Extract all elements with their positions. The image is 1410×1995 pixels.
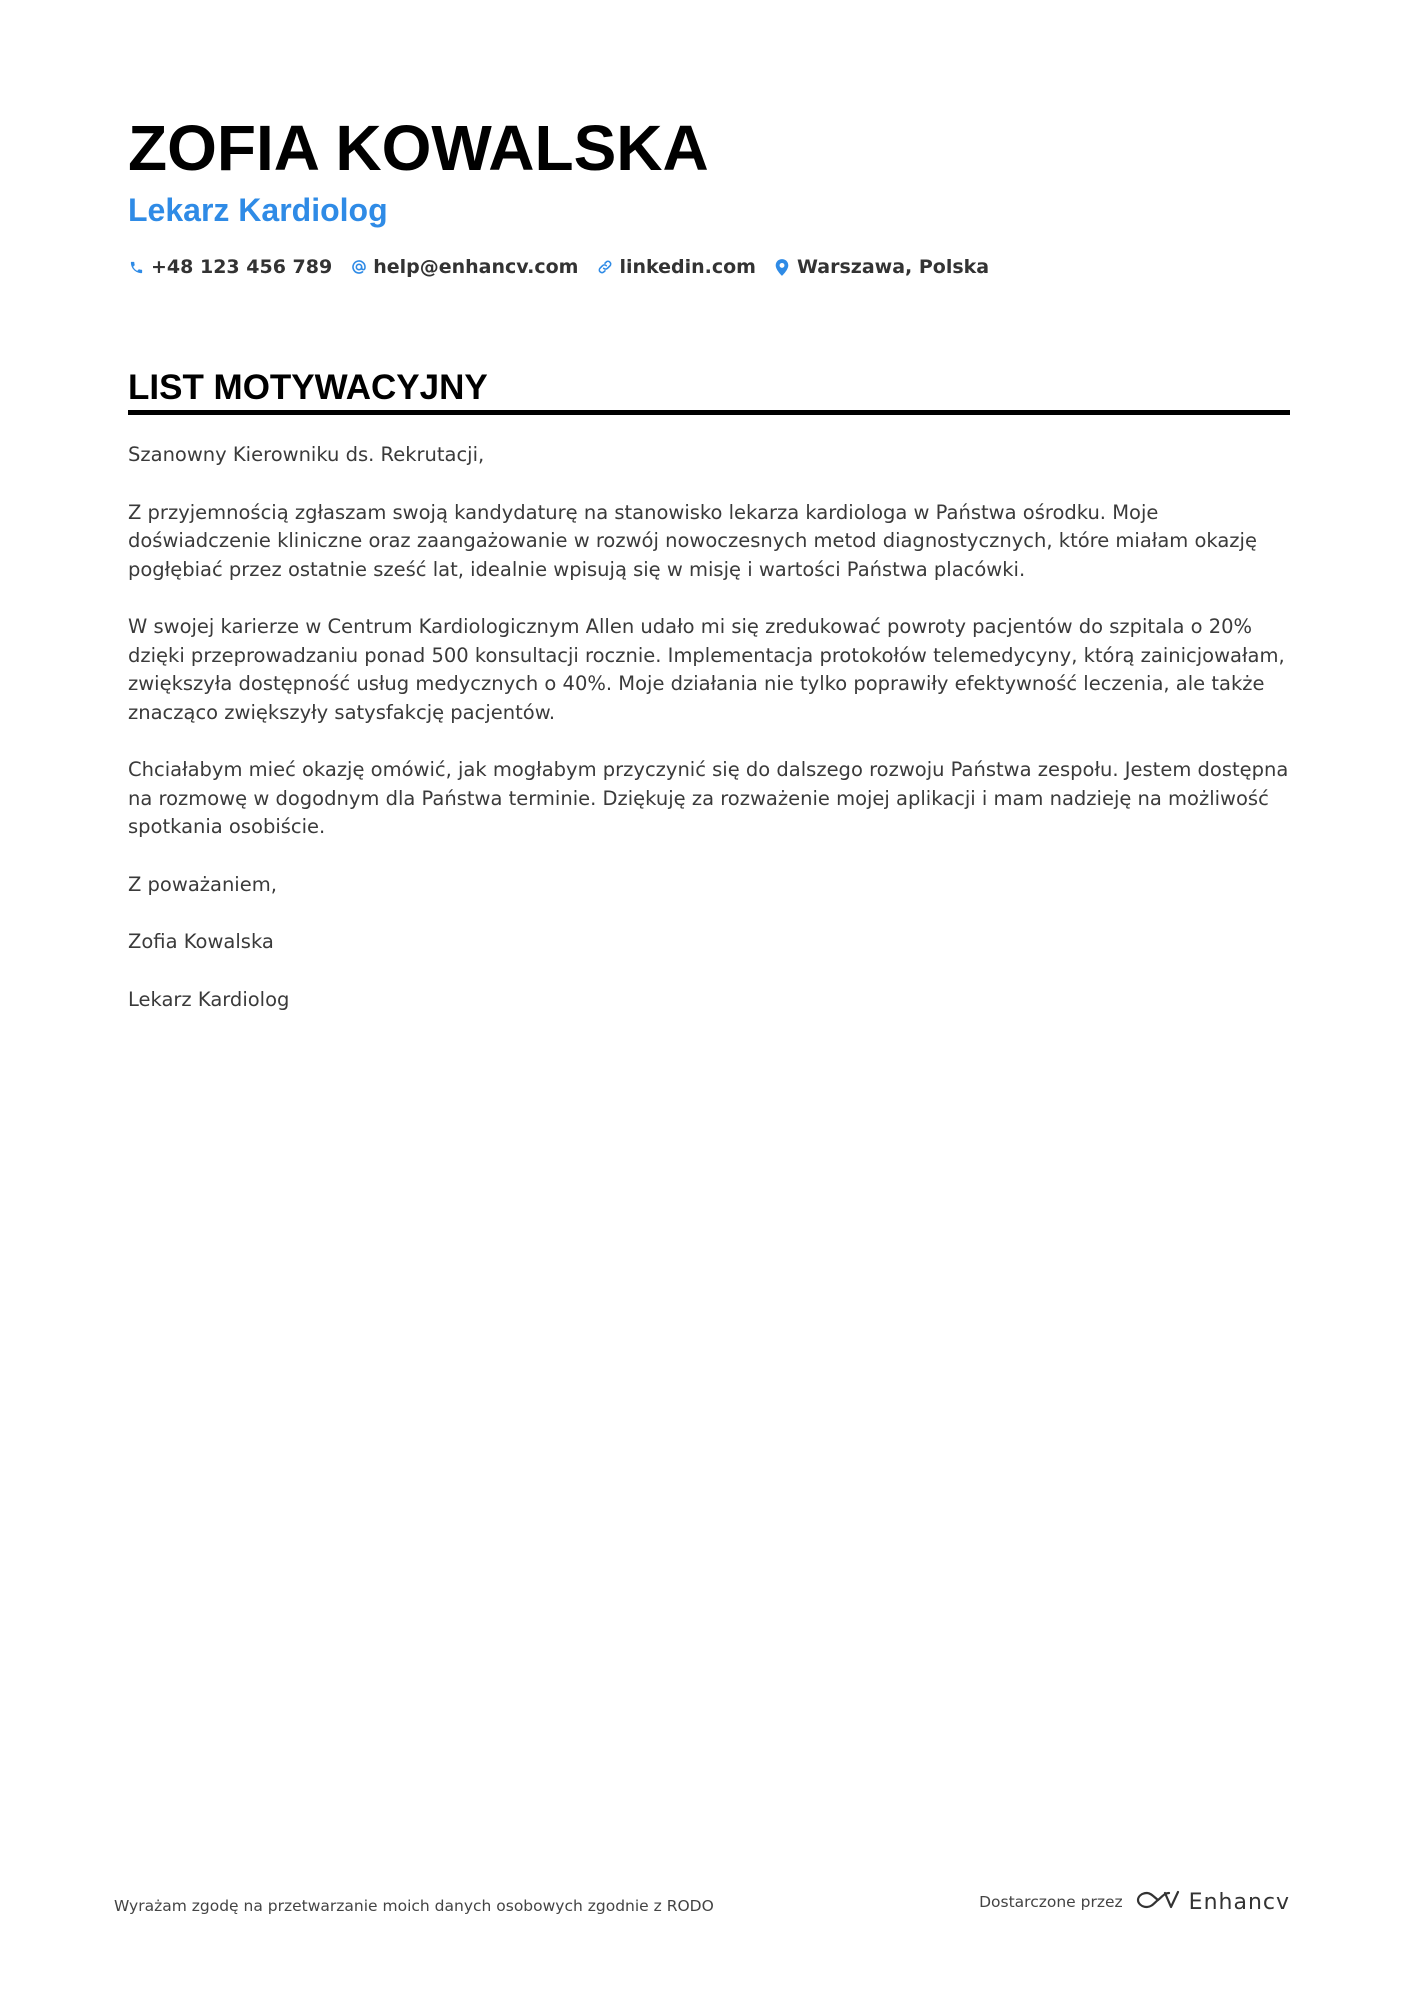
letter-signature-name: Zofia Kowalska — [128, 930, 274, 953]
candidate-role: Lekarz Kardiolog — [128, 192, 388, 228]
contact-linkedin[interactable] — [596, 256, 756, 278]
contact-linkedin-text: linkedin.com — [619, 256, 756, 278]
letter-body — [128, 441, 1290, 1043]
letter-signature-role: Lekarz Kardiolog — [128, 987, 290, 1011]
contact-phone — [128, 256, 332, 278]
letter-closing: Z poważaniem, — [128, 872, 277, 896]
at-icon — [350, 259, 367, 276]
letter-paragraph: W swojej karierze w Centrum Kardiologicznym Allen udało mi się zredukować powroty pacjentów do szpitala o 20% dzięki przeprowadzaniu ponad 500 konsultacji rocznie. Implementacja protokołów telemedycyny, którą zainicjowałam, zwiększyła dostępność usług medycznych o 40%. Moje działania nie tylko poprawiły efektywność leczenia, ale także znacząco zwiększyły satysfakcję pacjentów. — [128, 615, 1285, 724]
powered-by-label: Dostarczone przez — [979, 1893, 1123, 1911]
phone-icon — [128, 259, 145, 276]
section-divider — [128, 410, 1290, 415]
enhancv-logo-icon — [1135, 1888, 1181, 1916]
letter-paragraph: Chciałabym mieć okazję omówić, jak mogłabym przyczynić się do dalszego rozwoju Państwa zespołu. Jestem dostępna na rozmowę w dogodnym dla Państwa terminie. Dziękuję za rozważenie mojej aplikacji i mam nadzieję na możliwość spotkania osobiście. — [128, 758, 1289, 838]
section-title: LIST MOTYWACYJNY — [128, 368, 488, 407]
contact-location — [774, 256, 989, 278]
contact-bar — [128, 252, 989, 282]
candidate-name: ZOFIA KOWALSKA — [128, 112, 709, 184]
link-icon — [596, 259, 613, 276]
brand-logo[interactable] — [1135, 1888, 1290, 1916]
contact-location-text: Warszawa, Polska — [796, 256, 990, 278]
location-pin-icon — [774, 259, 791, 276]
contact-phone-text: +48 123 456 789 — [151, 256, 333, 278]
footer-consent: Wyrażam zgodę na przetwarzanie moich danych osobowych zgodnie z RODO — [114, 1897, 714, 1915]
letter-paragraph: Z przyjemnością zgłaszam swoją kandydaturę na stanowisko lekarza kardiologa w Państwa ośrodku. Moje doświadczenie kliniczne oraz zaangażowanie w rozwój nowoczesnych metod diagnostycznych, które miałam okazję pogłębiać przez ostatnie sześć lat, idealnie wpisują się w misję i wartości Państwa placówki. — [128, 500, 1257, 581]
letter-salutation: Szanowny Kierowniku ds. Rekrutacji, — [128, 443, 485, 466]
contact-email-text: help@enhancv.com — [373, 256, 579, 278]
contact-email[interactable] — [350, 256, 578, 278]
brand-name: Enhancv — [1188, 1889, 1290, 1915]
footer-powered-by — [979, 1888, 1290, 1916]
